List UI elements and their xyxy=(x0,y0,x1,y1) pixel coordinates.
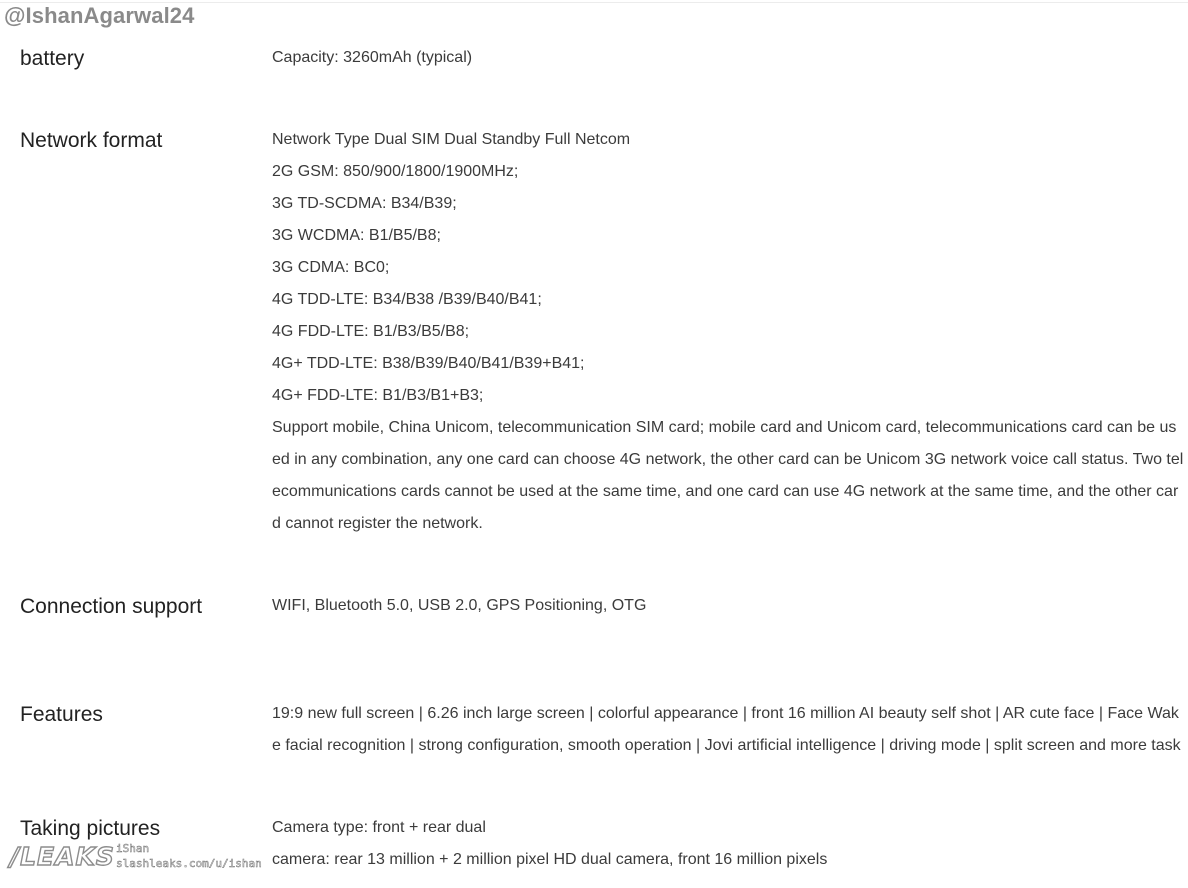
spec-line: Camera type: front + rear dual xyxy=(272,819,486,836)
spec-label-connection: Connection support xyxy=(20,595,203,618)
spec-value-features xyxy=(272,698,1184,762)
spec-value-battery xyxy=(272,42,1184,74)
watermark-handle: @IshanAgarwal24 xyxy=(4,3,195,28)
spec-paragraph: 19:9 new full screen | 6.26 inch large screen | colorful appearance | front 16 million AI beauty self shot | AR cute face | Face Wake facial recognition | strong configuration, smooth operation | Jovi artificial intelligence | driving mode | split screen and more task xyxy=(272,705,1181,754)
spec-value-pictures xyxy=(272,812,1184,876)
spec-line: 3G WCDMA: B1/B5/B8; xyxy=(272,227,441,244)
spec-line: Network Type Dual SIM Dual Standby Full Netcom xyxy=(272,131,631,148)
spec-line: 2G GSM: 850/900/1800/1900MHz; xyxy=(272,163,519,180)
spec-line: camera: rear 13 million + 2 million pixel HD dual camera, front 16 million pixels xyxy=(272,851,828,868)
spec-value-network xyxy=(272,124,1184,540)
slashleaks-user: iShan xyxy=(116,842,150,855)
slashleaks-url: slashleaks.com/u/ishan xyxy=(116,857,262,870)
spec-paragraph: Support mobile, China Unicom, telecommunication SIM card; mobile card and Unicom card, telecommunications card can be used in any combination, any one card can choose 4G network, the other card can be Unicom 3G network voice call status. Two telecommunications cards cannot be used at the same time, and one card can use 4G network at the same time, and the other card cannot register the network. xyxy=(272,419,1184,532)
spec-line: WIFI, Bluetooth 5.0, USB 2.0, GPS Positioning, OTG xyxy=(272,597,647,614)
spec-label-network: Network format xyxy=(20,129,163,152)
slashleaks-logo: /LEAKS xyxy=(10,842,115,871)
spec-line: 4G+ FDD-LTE: B1/B3/B1+B3; xyxy=(272,387,484,404)
spec-line: Capacity: 3260mAh (typical) xyxy=(272,49,473,66)
spec-label-pictures: Taking pictures xyxy=(20,817,161,840)
slashleaks-watermark xyxy=(10,842,272,874)
spec-value-connection xyxy=(272,590,1184,622)
spec-line: 4G TDD-LTE: B34/B38 /B39/B40/B41; xyxy=(272,291,542,308)
spec-label-features: Features xyxy=(20,703,103,726)
spec-line: 3G CDMA: BC0; xyxy=(272,259,390,276)
spec-line: 4G+ TDD-LTE: B38/B39/B40/B41/B39+B41; xyxy=(272,355,585,372)
spec-line: 4G FDD-LTE: B1/B3/B5/B8; xyxy=(272,323,470,340)
spec-label-battery: battery xyxy=(20,47,85,70)
spec-line: 3G TD-SCDMA: B34/B39; xyxy=(272,195,457,212)
